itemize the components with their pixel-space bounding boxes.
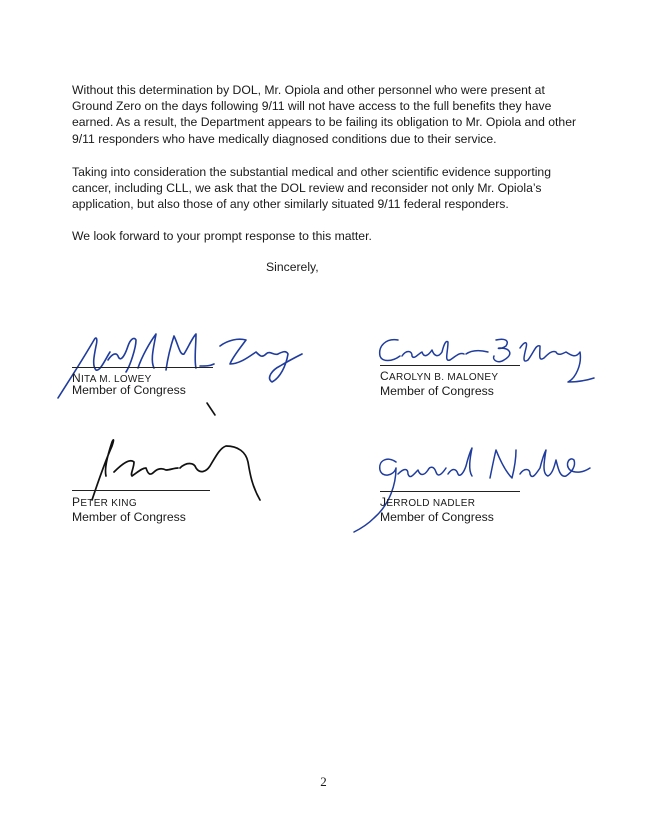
signatory-name: CAROLYN B. MALONEY	[380, 369, 499, 383]
signatory-name: NITA M. LOWEY	[72, 371, 152, 385]
signature-line	[72, 367, 213, 368]
signatory-title: Member of Congress	[72, 510, 186, 524]
signatory-title: Member of Congress	[380, 384, 494, 398]
signature-king	[70, 424, 270, 504]
paragraph-line: cancer, including CLL, we ask that the DOL review and reconsider not only Mr. Opiola’s	[72, 181, 542, 196]
paragraph-line: Without this determination by DOL, Mr. Opiola and other personnel who were present at	[72, 83, 545, 97]
body-paragraph-2	[72, 164, 592, 213]
body-paragraph-3	[72, 228, 592, 244]
paragraph-line: 9/11 responders who have medically diagnosed conditions due to their service.	[72, 131, 497, 146]
paragraph-line: earned. As a result, the Department appears to be failing its obligation to Mr. Opiola and other	[72, 115, 577, 130]
signatory-name: PETER KING	[72, 495, 137, 509]
paragraph-line: We look forward to your prompt response to this matter.	[72, 229, 372, 243]
paragraph-line: application, but also those of any other similarly situated 9/11 federal responders.	[72, 197, 509, 212]
stray-mark-icon	[204, 401, 218, 419]
signature-line	[72, 490, 210, 491]
signature-line	[380, 365, 520, 366]
signatory-title: Member of Congress	[380, 510, 494, 524]
body-paragraph-1	[72, 82, 592, 147]
paragraph-line: Taking into consideration the substantial medical and other scientific evidence supporting	[72, 165, 551, 179]
signature-line	[380, 491, 520, 492]
signatory-title: Member of Congress	[72, 383, 186, 397]
signatory-name: JERROLD NADLER	[380, 495, 476, 509]
closing-salutation: Sincerely,	[266, 260, 319, 274]
page-number: 2	[320, 774, 327, 789]
paragraph-line: Ground Zero on the days following 9/11 will not have access to the full benefits they have	[72, 99, 552, 114]
